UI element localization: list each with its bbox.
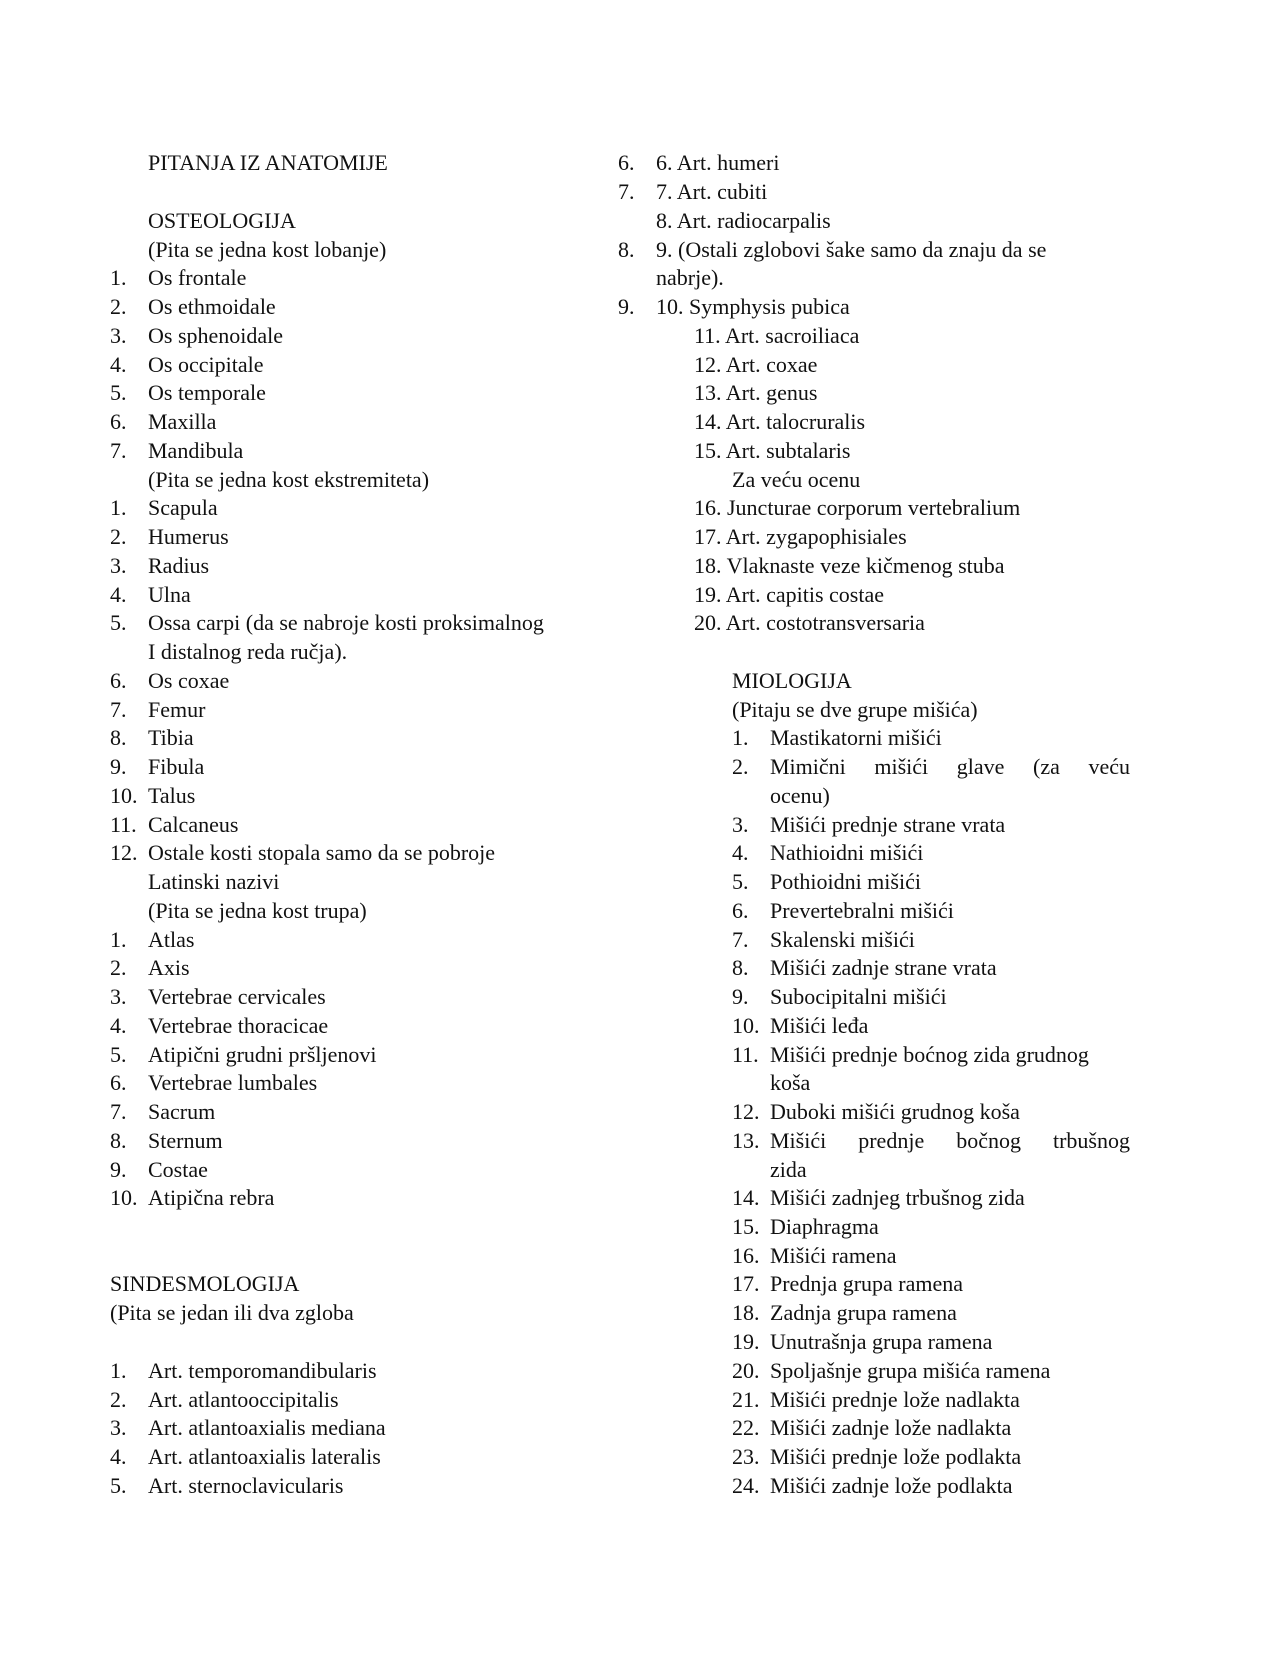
document-page: PITANJA IZ ANATOMIJE OSTEOLOGIJA (Pita se jedna kost lobanje) 1. Os frontale 2. Os ethmoidale 3. Os sphenoidale 4. Os occipitale 5. Os temporale 6. Maxilla 7. Mandibula (Pita se jedna kost ekstremiteta) 1. Scapula 2. Humerus 3. Radius 4. Ulna 5. Ossa carpi (da se nabroje kosti proksimalnog I distalnog reda ručja). 6. Os coxae 7. Femur 8. Tibia 9. Fibula 10. Talus 11. Calcaneus 12. Ostale kosti stopala samo da se pobroje Latinski nazivi (Pita se jedna kost trupa) 1. Atlas 2. Axis 3. Vertebrae cervicales 4. Vertebrae thoracicae 5. Atipični grudni pršljenovi 6. Vertebrae lumbales 7. Sacrum 8. Sternum 9. Costae 10. Atipična rebra SINDESMOLOGIJA (Pita se jedan ili dva zgloba 1. Art. temporomandibularis 2. Art. atlantooccipitalis 3. Art. atlantoaxialis mediana 4. Art. atlantoaxialis lateralis 5. Art. sternoclavicularis 6. 6. Art. humeri 7. 7. Art. cubiti 8. Art. radiocarpalis 8. 9. (Ostali zglobovi šake samo da znaju da se nabrje). 9. 10. Symphysis pubica 11. Art. sacroiliaca 12. Art. coxae 13. Art. genus 14. Art. talocruralis 15. Art. subtalaris Za veću ocenu 16. Juncturae corporum vertebralium 17. Art. zygapophisiales 18. Vlaknaste veze kičmenog stuba 19. Art. capitis costae 20. Art. costotransversaria MIOLOGIJA (Pitaju se dve grupe mišića) 1. Mastikatorni mišići 2. Mimični mišići glave (za veću ocenu) 3. Mišići prednje strane vrata 4. Nathioidni mišići 5. Pothioidni mišići 6. Prevertebralni mišići 7. Skalenski mišići 8. Mišići zadnje strane vrata 9. Subocipitalni mišići 10. Mišići leđa 11. Mišići prednje boćnog zida grudnog koša 12. Duboki mišići grudnog koša 13. Mišići prednje bočnog trbušnog zida 14. Mišići zadnjeg trbušnog zida 15. Diaphragma 16. Mišići ramena 17. Prednja grupa ramena 18. Zadnja grupa ramena 19. Unutrašnja grupa ramena 20. Spoljašnje grupa mišića ramena 21. Mišići prednje lože nadlakta 22. Mišići zadnje lože nadlakta 23. Mišići prednje lože podlakta 24. Mišići zadnje lože podlakta <box>110 150 1130 1498</box>
list-item: 17. Art. zygapophisiales <box>694 524 907 549</box>
list-item: 19. Art. capitis costae <box>694 582 885 607</box>
sindesmologija-note: (Pita se jedan ili dva zgloba <box>110 1300 354 1325</box>
section-heading-miologija: MIOLOGIJA <box>732 668 852 693</box>
list-item: 18. Vlaknaste veze kičmenog stuba <box>694 553 1005 578</box>
list-item-continuation: ocenu) <box>770 783 830 808</box>
list-item: 8. Art. radiocarpalis <box>656 208 831 233</box>
list-item-continuation: koša <box>770 1070 811 1095</box>
list-item: 15. Art. subtalaris <box>694 438 851 463</box>
list-item: 14. Art. talocruralis <box>694 409 866 434</box>
list-item-continuation: nabrje). <box>656 265 724 290</box>
skull-note: (Pita se jedna kost lobanje) <box>148 237 387 262</box>
list-item-continuation: zida <box>770 1157 807 1182</box>
subheading-za-vecu-ocenu: Za veću ocenu <box>732 467 861 492</box>
miologija-note: (Pitaju se dve grupe mišića) <box>732 697 978 722</box>
page-title: PITANJA IZ ANATOMIJE <box>148 150 388 175</box>
list-item: 2. Mimični mišići glave (za veću <box>732 754 1130 779</box>
section-heading-sindesmologija: SINDESMOLOGIJA <box>110 1271 300 1296</box>
list-item-continuation: Latinski nazivi <box>148 869 280 894</box>
list-item: 20. Art. costotransversaria <box>694 610 925 635</box>
list-item-continuation: I distalnog reda ručja). <box>148 639 348 664</box>
extremity-note: (Pita se jedna kost ekstremiteta) <box>148 467 430 492</box>
list-item: 13. Art. genus <box>694 380 818 405</box>
section-heading-osteologija: OSTEOLOGIJA <box>148 208 296 233</box>
trunk-note: (Pita se jedna kost trupa) <box>148 898 367 923</box>
list-item: 11. Art. sacroiliaca <box>694 323 860 348</box>
list-item: 16. Juncturae corporum vertebralium <box>694 495 1021 520</box>
list-item: 12. Art. coxae <box>694 352 818 377</box>
list-item: 13. Mišići prednje bočnog trbušnog <box>732 1128 1130 1153</box>
